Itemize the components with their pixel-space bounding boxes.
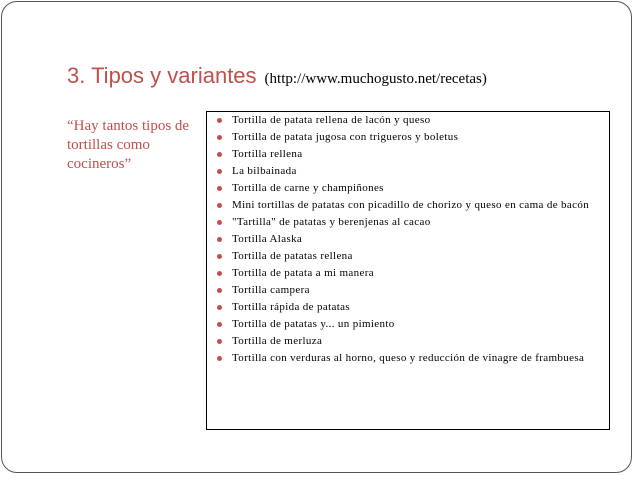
list-item <box>217 352 603 365</box>
list-item <box>217 267 603 280</box>
bullet-icon <box>217 288 222 293</box>
bullet-icon <box>217 152 222 157</box>
list-item-text: Tortilla con verduras al horno, queso y reducción de vinagre de frambuesa <box>232 352 585 364</box>
list-item <box>217 318 603 331</box>
list-item-text: Tortilla de patata rellena de lacón y queso <box>232 114 431 126</box>
list-item-text: Tortilla de patata a mi manera <box>232 267 374 279</box>
list-item <box>217 250 603 263</box>
list-item-text: Tortilla de merluza <box>232 335 323 347</box>
list-item-text: Tortilla de patatas rellena <box>232 250 353 262</box>
list-item <box>217 301 603 314</box>
bullet-icon <box>217 254 222 259</box>
slide-title <box>67 63 487 89</box>
list-item <box>217 131 603 144</box>
list-item-text: Tortilla Alaska <box>232 233 303 245</box>
bullet-icon <box>217 305 222 310</box>
title-text: 3. Tipos y variantes <box>67 63 257 88</box>
list-item <box>217 335 603 348</box>
quote-text: “Hay tantos tipos de tortillas como cocineros” <box>67 118 190 172</box>
bullet-icon <box>217 322 222 327</box>
list-item <box>217 165 603 178</box>
list-item <box>217 199 603 212</box>
variants-list <box>217 114 603 365</box>
bullet-icon <box>217 271 222 276</box>
bullet-icon <box>217 186 222 191</box>
bullet-icon <box>217 135 222 140</box>
list-item-text: Mini tortillas de patatas con picadillo de chorizo y queso en cama de bacón <box>232 199 590 211</box>
list-item-text: La bilbainada <box>232 165 297 177</box>
list-item-text: Tortilla campera <box>232 284 310 296</box>
bullet-icon <box>217 220 222 225</box>
bullet-icon <box>217 237 222 242</box>
source-url: (http://www.muchogusto.net/recetas) <box>264 71 487 87</box>
list-item <box>217 284 603 297</box>
variants-list-box <box>206 111 610 430</box>
list-item <box>217 182 603 195</box>
list-item-text: Tortilla de patata jugosa con trigueros y boletus <box>232 131 459 143</box>
list-item <box>217 148 603 161</box>
list-item <box>217 216 603 229</box>
list-item-text: Tortilla de carne y champiñones <box>232 182 384 194</box>
list-item-text: Tortilla rápida de patatas <box>232 301 350 313</box>
bullet-icon <box>217 203 222 208</box>
list-item-text: Tortilla rellena <box>232 148 303 160</box>
bullet-icon <box>217 339 222 344</box>
list-item-text: "Tartilla" de patatas y berenjenas al cacao <box>232 216 431 228</box>
list-item-text: Tortilla de patatas y... un pimiento <box>232 318 395 330</box>
bullet-icon <box>217 118 222 123</box>
bullet-icon <box>217 356 222 361</box>
list-item <box>217 114 603 127</box>
bullet-icon <box>217 169 222 174</box>
list-item <box>217 233 603 246</box>
